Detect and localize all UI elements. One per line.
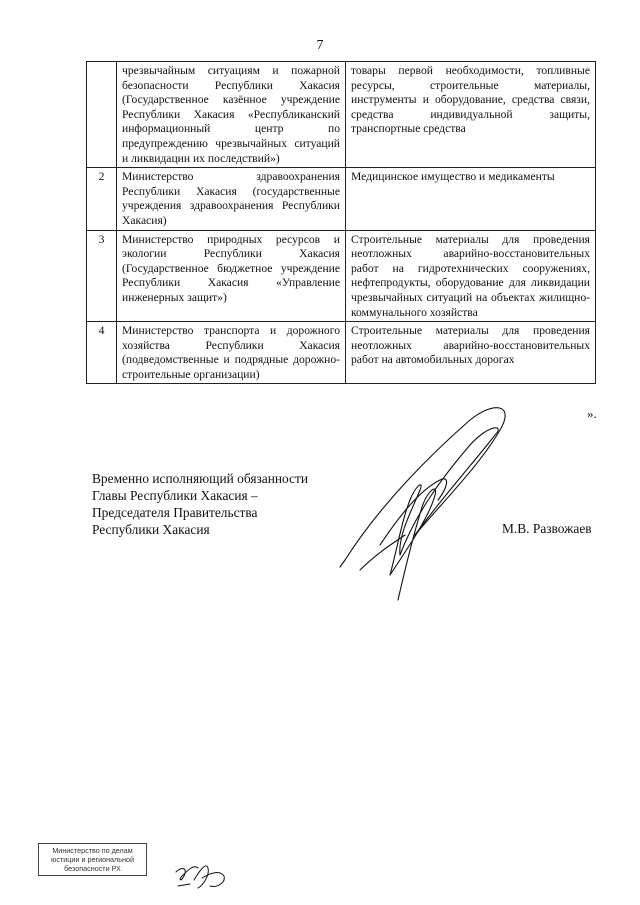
handwritten-initials — [172, 858, 232, 894]
stamp-line: безопасности РХ — [64, 864, 121, 873]
registration-stamp — [38, 843, 147, 876]
resources-cell: Строительные материалы для проведения неотложных аварийно-восстановительных работ на гидротехнических сооружениях, нефтепродукты, оборудование для ликвидации чрезвычайных ситуаций на объектах жилищно-коммунального хозяйства — [346, 230, 596, 322]
resources-cell: Строительные материалы для проведения неотложных аварийно-восстановительных работ на автомобильных дорогах — [346, 322, 596, 384]
handwritten-signature — [320, 395, 530, 610]
signer-title — [92, 470, 308, 538]
resources-cell: Медицинское имущество и медикаменты — [346, 168, 596, 230]
row-number: 4 — [87, 322, 117, 384]
organization-cell: Министерство природных ресурсов и экологии Республики Хакасия (Государственное бюджетное учреждение Республики Хакасия «Управление инженерных защит») — [117, 230, 346, 322]
signer-title-line: Временно исполняющий обязанности — [92, 471, 309, 486]
closing-quote: ». — [587, 406, 597, 421]
row-number — [87, 62, 117, 168]
table-row — [87, 168, 596, 230]
signer-title-line: Председателя Правительства — [92, 505, 258, 520]
row-number: 3 — [87, 230, 117, 322]
stamp-line: юстиции и региональной — [51, 855, 134, 864]
organization-cell: Министерство здравоохранения Республики Хакасия (государственные учреждения здравоохранения Республики Хакасия) — [117, 168, 346, 230]
signer-title-line: Главы Республики Хакасия – — [92, 488, 258, 503]
table-row — [87, 322, 596, 384]
organization-cell: Министерство транспорта и дорожного хозяйства Республики Хакасия (подведомственные и подрядные дорожно-строительные организации) — [117, 322, 346, 384]
signer-name: М.В. Развожаев — [502, 521, 592, 536]
organization-cell: чрезвычайным ситуациям и пожарной безопасности Республики Хакасия (Государственное казённое учреждение Республики Хакасия «Республиканский информационный центр по предупреждению чрезвычайных ситуаций и ликвидации их последствий») — [117, 62, 346, 168]
resources-table — [86, 61, 596, 384]
stamp-line: Министерство по делам — [52, 846, 133, 855]
page-number: 7 — [316, 38, 324, 53]
resources-cell: товары первой необходимости, топливные ресурсы, строительные материалы, инструменты и оборудование, средства связи, средства индивидуальной защиты, транспортные средства — [346, 62, 596, 168]
signer-title-line: Республики Хакасия — [92, 522, 210, 537]
table-row — [87, 230, 596, 322]
row-number: 2 — [87, 168, 117, 230]
table-row — [87, 62, 596, 168]
